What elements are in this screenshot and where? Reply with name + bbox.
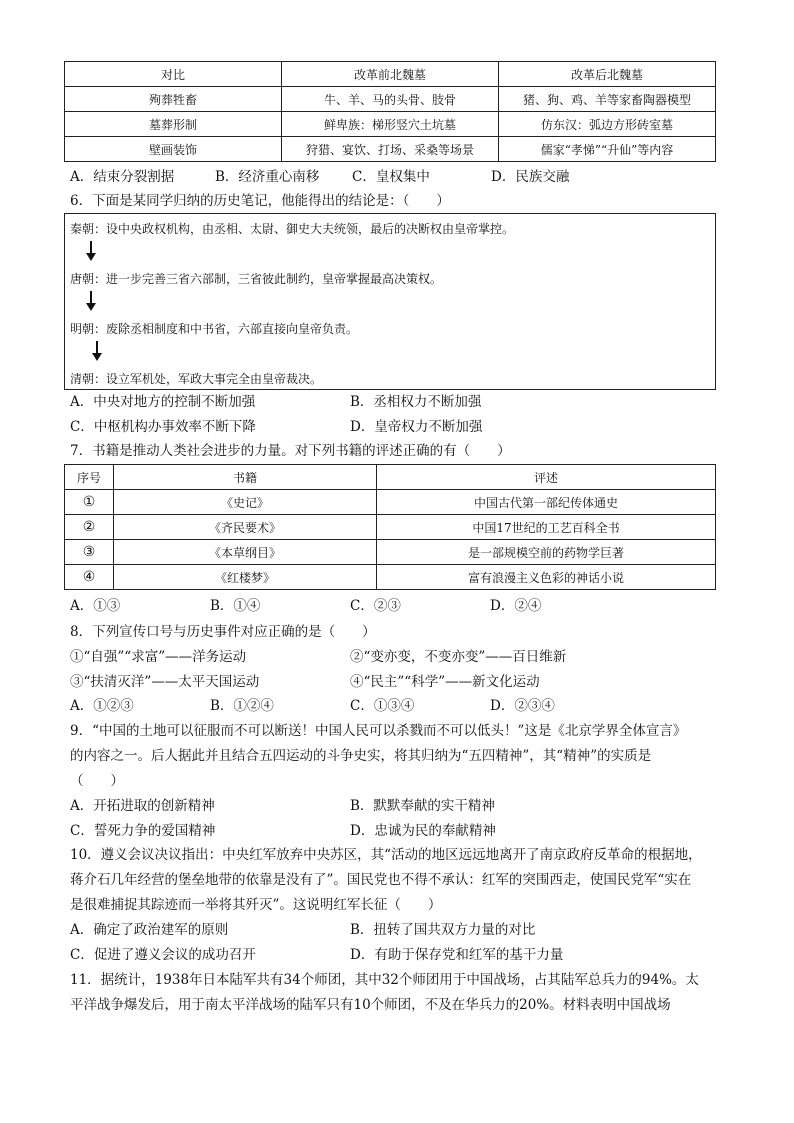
option-d: D．忠诚为民的奉献精神 xyxy=(350,823,496,839)
option-c: C．①③④ xyxy=(350,698,415,714)
option-a: A．①③ xyxy=(70,598,121,614)
table-cell: 墓葬形制 xyxy=(65,112,282,137)
option-a: A．结束分裂割据 xyxy=(70,169,175,185)
option-c: C．②③ xyxy=(350,598,401,614)
table-cell: 殉葬牲畜 xyxy=(65,87,282,112)
option-d: D．②④ xyxy=(490,598,542,614)
option-a: A．确定了政治建军的原则 xyxy=(70,922,229,938)
table-cell: 狩猎、宴饮、打场、采桑等场景 xyxy=(282,137,499,162)
question-stem: 8．下列宣传口号与历史事件对应正确的是（ ） xyxy=(70,624,376,640)
table-cell: ② xyxy=(65,515,114,540)
table-header-cell: 书籍 xyxy=(114,465,377,490)
table-row xyxy=(65,515,716,540)
note-tang: 唐朝：进一步完善三省六部制，三省彼此制约，皇帝掌握最高决策权。 xyxy=(70,272,443,286)
table-cell: ④ xyxy=(65,565,114,590)
table-cell: 《史记》 xyxy=(114,490,377,515)
option-d: D．②③④ xyxy=(490,698,555,714)
table-cell: 鲜卑族：梯形竖穴土坑墓 xyxy=(282,112,499,137)
notes-box xyxy=(64,213,716,390)
table-row xyxy=(65,112,716,137)
table-header-cell: 改革后北魏墓 xyxy=(499,62,716,87)
table-cell: 中国17世纪的工艺百科全书 xyxy=(377,515,716,540)
table-cell: 牛、羊、马的头骨、肢骨 xyxy=(282,87,499,112)
table-cell: 《红楼梦》 xyxy=(114,565,377,590)
table-row xyxy=(65,540,716,565)
question-stem-line: 平洋战争爆发后，用于南太平洋战场的陆军只有10个师团，不及在华兵力的20%。材料表明中国战场 xyxy=(70,997,671,1013)
option-c: C．促进了遵义会议的成功召开 xyxy=(70,947,256,963)
note-ming: 明朝：废除丞相制度和中书省，六部直接向皇帝负责。 xyxy=(70,322,359,336)
option-b: B．①④ xyxy=(210,598,261,614)
slogan-item: ④“民主”“科学”——新文化运动 xyxy=(350,674,540,690)
option-b: B．经济重心南移 xyxy=(215,169,320,185)
option-d: D．皇帝权力不断加强 xyxy=(350,419,483,435)
table-header-row xyxy=(65,62,716,87)
question-stem-line: 蒋介石几年经营的堡垒地带的依靠是没有了”。国民党也不得不承认：红军的突围西走，使国民党军“实在 xyxy=(70,872,692,888)
table-header-cell: 评述 xyxy=(377,465,716,490)
question-stem-line: 是很难捕捉其踪迹而一举将其歼灭”。这说明红军长征（ ） xyxy=(70,897,442,913)
option-c: C．皇权集中 xyxy=(352,169,430,185)
option-c: C．中枢机构办事效率不断下降 xyxy=(70,419,256,435)
table-row xyxy=(65,137,716,162)
down-arrow-icon xyxy=(84,241,98,261)
table-cell: 《齐民要术》 xyxy=(114,515,377,540)
slogan-item: ①“自强”“求富”——洋务运动 xyxy=(70,649,247,665)
question-stem: 7．书籍是推动人类社会进步的力量。对下列书籍的评述正确的有（ ） xyxy=(70,443,511,459)
option-d: D．民族交融 xyxy=(491,169,570,185)
note-qing: 清朝：设立军机处，军政大事完全由皇帝裁决。 xyxy=(70,372,323,386)
option-c: C．誓死力争的爱国精神 xyxy=(70,823,216,839)
slogan-item: ②“变亦变，不变亦变”——百日维新 xyxy=(350,649,567,665)
table-row xyxy=(65,87,716,112)
option-b: B．默默奉献的实干精神 xyxy=(350,798,495,814)
table-cell: ③ xyxy=(65,540,114,565)
question-stem-line: （ ） xyxy=(70,773,124,789)
question-stem: 6．下面是某同学归纳的历史笔记，他能得出的结论是：（ ） xyxy=(70,193,450,209)
option-a: A．中央对地方的控制不断加强 xyxy=(70,394,256,410)
table-cell: 是一部规模空前的药物学巨著 xyxy=(377,540,716,565)
table-cell: 仿东汉：弧边方形砖室墓 xyxy=(499,112,716,137)
slogan-item: ③“扶清灭洋”——太平天国运动 xyxy=(70,674,260,690)
table-row xyxy=(65,490,716,515)
option-d: D．有助于保存党和红军的基干力量 xyxy=(350,947,564,963)
down-arrow-icon xyxy=(84,291,98,311)
table-row xyxy=(65,565,716,590)
note-qin: 秦朝：设中央政权机构，由丞相、太尉、御史大夫统领，最后的决断权由皇帝掌控。 xyxy=(70,222,515,236)
table-cell: 《本草纲目》 xyxy=(114,540,377,565)
question-stem-line: 10．遵义会议决议指出：中央红军放弃中央苏区，其“活动的地区远远地离开了南京政府反革命的根据地， xyxy=(70,847,702,863)
table-cell: 猪、狗、鸡、羊等家畜陶器模型 xyxy=(499,87,716,112)
burial-comparison-table xyxy=(64,61,716,162)
option-a: A．开拓进取的创新精神 xyxy=(70,798,215,814)
table-header-cell: 序号 xyxy=(65,465,114,490)
table-header-cell: 改革前北魏墓 xyxy=(282,62,499,87)
table-cell: 中国古代第一部纪传体通史 xyxy=(377,490,716,515)
down-arrow-icon xyxy=(90,341,104,361)
option-b: B．扭转了国共双方力量的对比 xyxy=(350,922,536,938)
table-cell: 儒家“孝悌”“升仙”等内容 xyxy=(499,137,716,162)
question-stem-line: 9．“中国的土地可以征服而不可以断送！中国人民可以杀戮而不可以低头！”这是《北京学界全体宣言》 xyxy=(70,723,687,739)
books-table xyxy=(64,464,716,590)
table-cell: 壁画装饰 xyxy=(65,137,282,162)
table-header-cell: 对比 xyxy=(65,62,282,87)
table-cell: ① xyxy=(65,490,114,515)
question-stem-line: 11．据统计，1938年日本陆军共有34个师团，其中32个师团用于中国战场，占其陆军总兵力的94%。太 xyxy=(70,972,699,988)
table-cell: 富有浪漫主义色彩的神话小说 xyxy=(377,565,716,590)
option-b: B．丞相权力不断加强 xyxy=(350,394,482,410)
question-stem-line: 的内容之一。后人据此并且结合五四运动的斗争史实，将其归纳为“五四精神”，其“精神”的实质是 xyxy=(70,748,652,764)
option-b: B．①②④ xyxy=(210,698,274,714)
table-header-row xyxy=(65,465,716,490)
option-a: A．①②③ xyxy=(70,698,134,714)
